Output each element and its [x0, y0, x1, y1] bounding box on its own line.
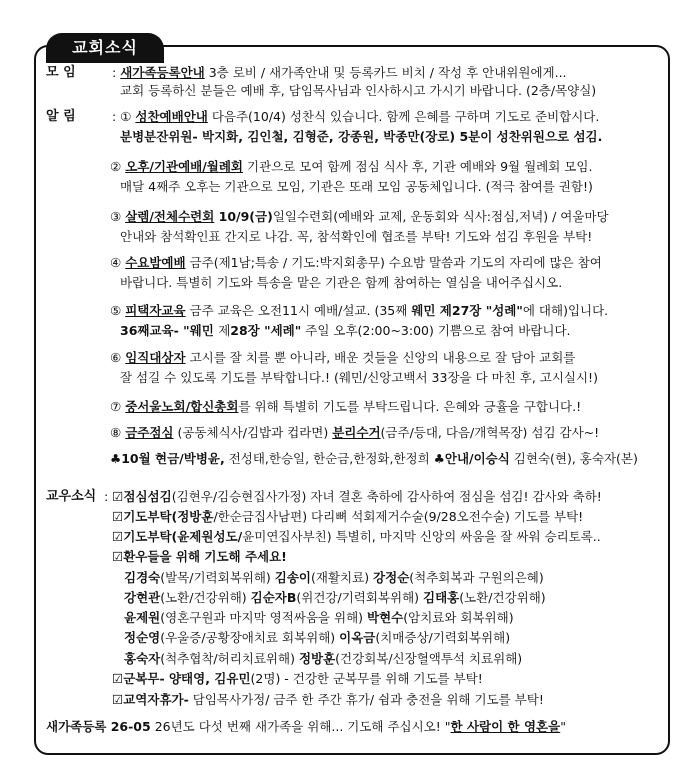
allim-item-3-line-2: 안내와 참석확인표 간지로 나감. 꼭, 참석확인에 협조를 부탁! 기도와 섬김 후원을 부탁! [120, 229, 593, 244]
gyowu-item-5 [112, 670, 483, 688]
section-label-moim: 모 임 [46, 65, 76, 80]
item-text: 고시를 잘 치를 뿐 아니라, 배운 것들을 신앙의 내용으로 잘 담아 교회를 [185, 350, 576, 365]
item-bold: 기도부탁(윤제원성도/ [123, 529, 243, 544]
new-family-footer [46, 718, 566, 736]
patient-name: 김경숙 [124, 570, 161, 585]
patient-name: 홍숙자 [124, 651, 161, 666]
item-text: 전성태,한승일, 한순금,한정화,한정희 [224, 451, 434, 466]
item-text: 제 [218, 323, 231, 338]
allim-item-1 [112, 108, 599, 126]
patient-note: (영혼구원과 마지막 영적싸움을 위해) [160, 610, 368, 625]
page-title: 교회소식 [72, 38, 138, 57]
patient-name: 강현관 [124, 590, 161, 605]
patient-name: 박현수 [367, 610, 404, 625]
item-title: 금주점심 [125, 425, 174, 440]
patient-note: (노환/건강위해) [459, 590, 546, 605]
allim-item-7 [110, 398, 581, 416]
allim-item-5 [110, 302, 608, 320]
item-bold: 환우들을 위해 기도해 주세요! [123, 549, 287, 564]
item-title: 분리수거 [332, 425, 381, 440]
patient-note: (우울증/공황장애치료 회복위해) [160, 630, 340, 645]
patient-row-3 [124, 609, 514, 627]
item-bold: ♣안내/이승식 [433, 451, 510, 466]
item-number: ④ [110, 255, 122, 270]
item-bold: 군복무- 양태영, 김유민 [123, 671, 251, 686]
item-bold: 웨민 제27장 "성례" [411, 303, 523, 318]
item-text: (금주/등대, 다음/개혁목장) 섬김 감사~! [380, 425, 600, 440]
item-bold: 점심섬김 [123, 489, 172, 504]
item-text: 일일수련회(예배와 교제, 운동회와 식사:점심,저녁) / 여울마당 [272, 209, 609, 224]
item-title: 임직대상자 [125, 350, 186, 365]
gyowu-item-4 [112, 548, 287, 566]
item-title: 성찬예배안내 [135, 109, 208, 124]
item-bold: 기도부탁(정방훈 [123, 509, 214, 524]
allim-item-5-line-2 [120, 322, 571, 340]
section-label-gyowu: 교우소식 [46, 489, 97, 504]
allim-item-6-line-2: 잘 섬길 수 있도록 기도를 부탁합니다.! (웨민/신앙고백서 33장을 다 마친 후, 고시실시!) [120, 370, 598, 385]
item-number: ⑧ [110, 425, 122, 440]
allim-item-1-line-2: 분병분잔위원- 박지화, 김인철, 김형준, 강종원, 박종만(장로) 5분이 성찬위원으로 섬김. [120, 129, 603, 144]
item-text: 김현숙(현), 홍숙자(본) [509, 451, 638, 466]
item-number: ⑦ [110, 399, 122, 414]
item-number: ⑤ [110, 303, 122, 318]
item-text: 금주(제1남;특송 / 기도:박지회총무) 수요밤 말씀과 기도의 자리에 많은 참여 [185, 255, 602, 270]
allim-item-2 [110, 158, 592, 176]
item-text: (2명) - 건강한 군복무를 위해 기도를 부탁! [250, 671, 483, 686]
colon: : [112, 65, 121, 80]
checkbox-icon: ☑ [112, 549, 124, 564]
item-number: ② [110, 159, 122, 174]
item-text: /한순금집사남편) 다리뼈 석회제거수술(9/28오전수술) 기도를 부탁! [213, 509, 584, 524]
moim-text: 3층 로비 / 새가족안내 및 등록카드 비치 / 작성 후 안내위원에게... [204, 65, 567, 80]
allim-item-2-line-2: 매달 4째주 오후는 기관으로 모임, 기관은 또래 모임 공동체입니다. (적극 참여를 권함!) [120, 179, 593, 194]
patient-row-5 [124, 650, 522, 668]
item-title: 피택자교육 [125, 303, 186, 318]
item-text: (김현우/김승현집사가정) 자녀 결혼 축하에 감사하여 점심을 섬김! 감사와 축하! [171, 489, 602, 504]
item-title: 살렘/전체수련회 [125, 209, 215, 224]
allim-item-4 [110, 254, 602, 272]
patient-note: (위건강/기력회복위해) [296, 590, 424, 605]
moim-line-1 [112, 64, 567, 82]
patient-note: (암치료와 회복위해) [403, 610, 514, 625]
allim-item-8 [110, 424, 599, 442]
patient-name: 김순자B [250, 590, 297, 605]
footer-text: 26년도 다섯 번째 새가족을 위해... 기도해 주십시오! " [150, 719, 451, 734]
footer-quote: " [560, 719, 566, 734]
patient-name: 이옥금 [339, 630, 376, 645]
patient-row-4 [124, 629, 510, 647]
section-label-allim: 알 림 [46, 109, 76, 124]
allim-item-4-line-2: 바랍니다. 특별히 기도와 특송을 맡은 기관은 함께 참여하는 열심을 내어주십시오. [120, 275, 563, 290]
item-text: 윤미연집사부친) 특별히, 마지막 신앙의 싸움을 잘 싸워 승리토록.. [242, 529, 601, 544]
patient-name: 정순영 [124, 630, 161, 645]
gyowu-item-1 [104, 488, 602, 506]
item-bold: 교역자휴가- [123, 692, 189, 707]
checkbox-icon: ☑ [112, 671, 124, 686]
item-text: 금주 교육은 오전11시 예배/설교. (35째 [185, 303, 412, 318]
patient-name: 김송이 [274, 570, 312, 585]
moim-line-2: 교회 등록하신 분들은 예배 후, 담임목사님과 인사하시고 가시기 바랍니다. (2층/목양실) [120, 83, 597, 98]
item-number: : ① [112, 109, 132, 124]
item-number: ⑥ [110, 350, 122, 365]
item-title: 수요밤예배 [125, 255, 186, 270]
new-family-title: 새가족등록안내 [120, 65, 205, 80]
patient-note: (발목/기력회복위해) [160, 570, 275, 585]
checkbox-icon: ☑ [112, 692, 124, 707]
patient-name: 김태홍 [423, 590, 460, 605]
patient-name: 강정순 [373, 570, 410, 585]
item-text: 를 위해 특별히 기도를 부탁드립니다. 은혜와 긍휼을 구합니다.! [238, 399, 582, 414]
item-text: 다음주(10/4) 성찬식 있습니다. 함께 은혜를 구하며 기도로 준비합시다. [207, 109, 600, 124]
gyowu-item-6 [112, 691, 544, 709]
patient-note: (건강회복/신장혈액투석 치료위해) [335, 651, 523, 666]
footer-underline: 한 사람이 한 영혼을 [450, 719, 561, 734]
gyowu-item-3 [112, 528, 601, 546]
allim-item-9 [110, 450, 638, 468]
gyowu-item-2 [112, 508, 583, 526]
patient-row-2 [124, 589, 546, 607]
item-number: ③ [110, 209, 122, 224]
checkbox-icon: ☑ [112, 509, 124, 524]
patient-name: 정방훈 [298, 651, 336, 666]
patient-name: 윤제원 [124, 610, 161, 625]
item-title: 오후/기관예배/월례회 [125, 159, 244, 174]
patient-note: (척추회복과 구원의은혜) [409, 570, 544, 585]
patient-note: (치매증상/기력회복위해) [375, 630, 511, 645]
item-bold: 36째교육- "웨민 [120, 323, 219, 338]
item-bold: ♣10월 현금/박병윤, [110, 451, 225, 466]
item-text: 기관으로 모여 함께 점심 식사 후, 기관 예배와 9월 월례회 모임. [243, 159, 593, 174]
item-title: 중서울노회/합신총회 [125, 399, 239, 414]
patient-note: (척추협착/허리치료위해) [160, 651, 299, 666]
allim-item-3 [110, 208, 609, 226]
item-text: 에 대해)입니다. [522, 303, 609, 318]
footer-bold: 새가족등록 26-05 [46, 719, 151, 734]
item-bold: 28장 "세례" [230, 323, 302, 338]
item-date: 10/9(금) [214, 209, 273, 224]
patient-note: (노환/건강위해) [160, 590, 251, 605]
item-text: 담임목사가정/ 금주 한 주간 휴가/ 쉼과 충전을 위해 기도를 부탁! [188, 692, 544, 707]
item-text: (공동체식사/김밥과 컵라면) [173, 425, 333, 440]
checkbox-icon: : ☑ [104, 489, 124, 504]
item-text: 주일 오후(2:00~3:00) 기쁨으로 참여 바랍니다. [301, 323, 571, 338]
patient-row-1 [124, 569, 544, 587]
patient-note: (재활치료) [311, 570, 374, 585]
allim-item-6 [110, 349, 575, 367]
checkbox-icon: ☑ [112, 529, 124, 544]
